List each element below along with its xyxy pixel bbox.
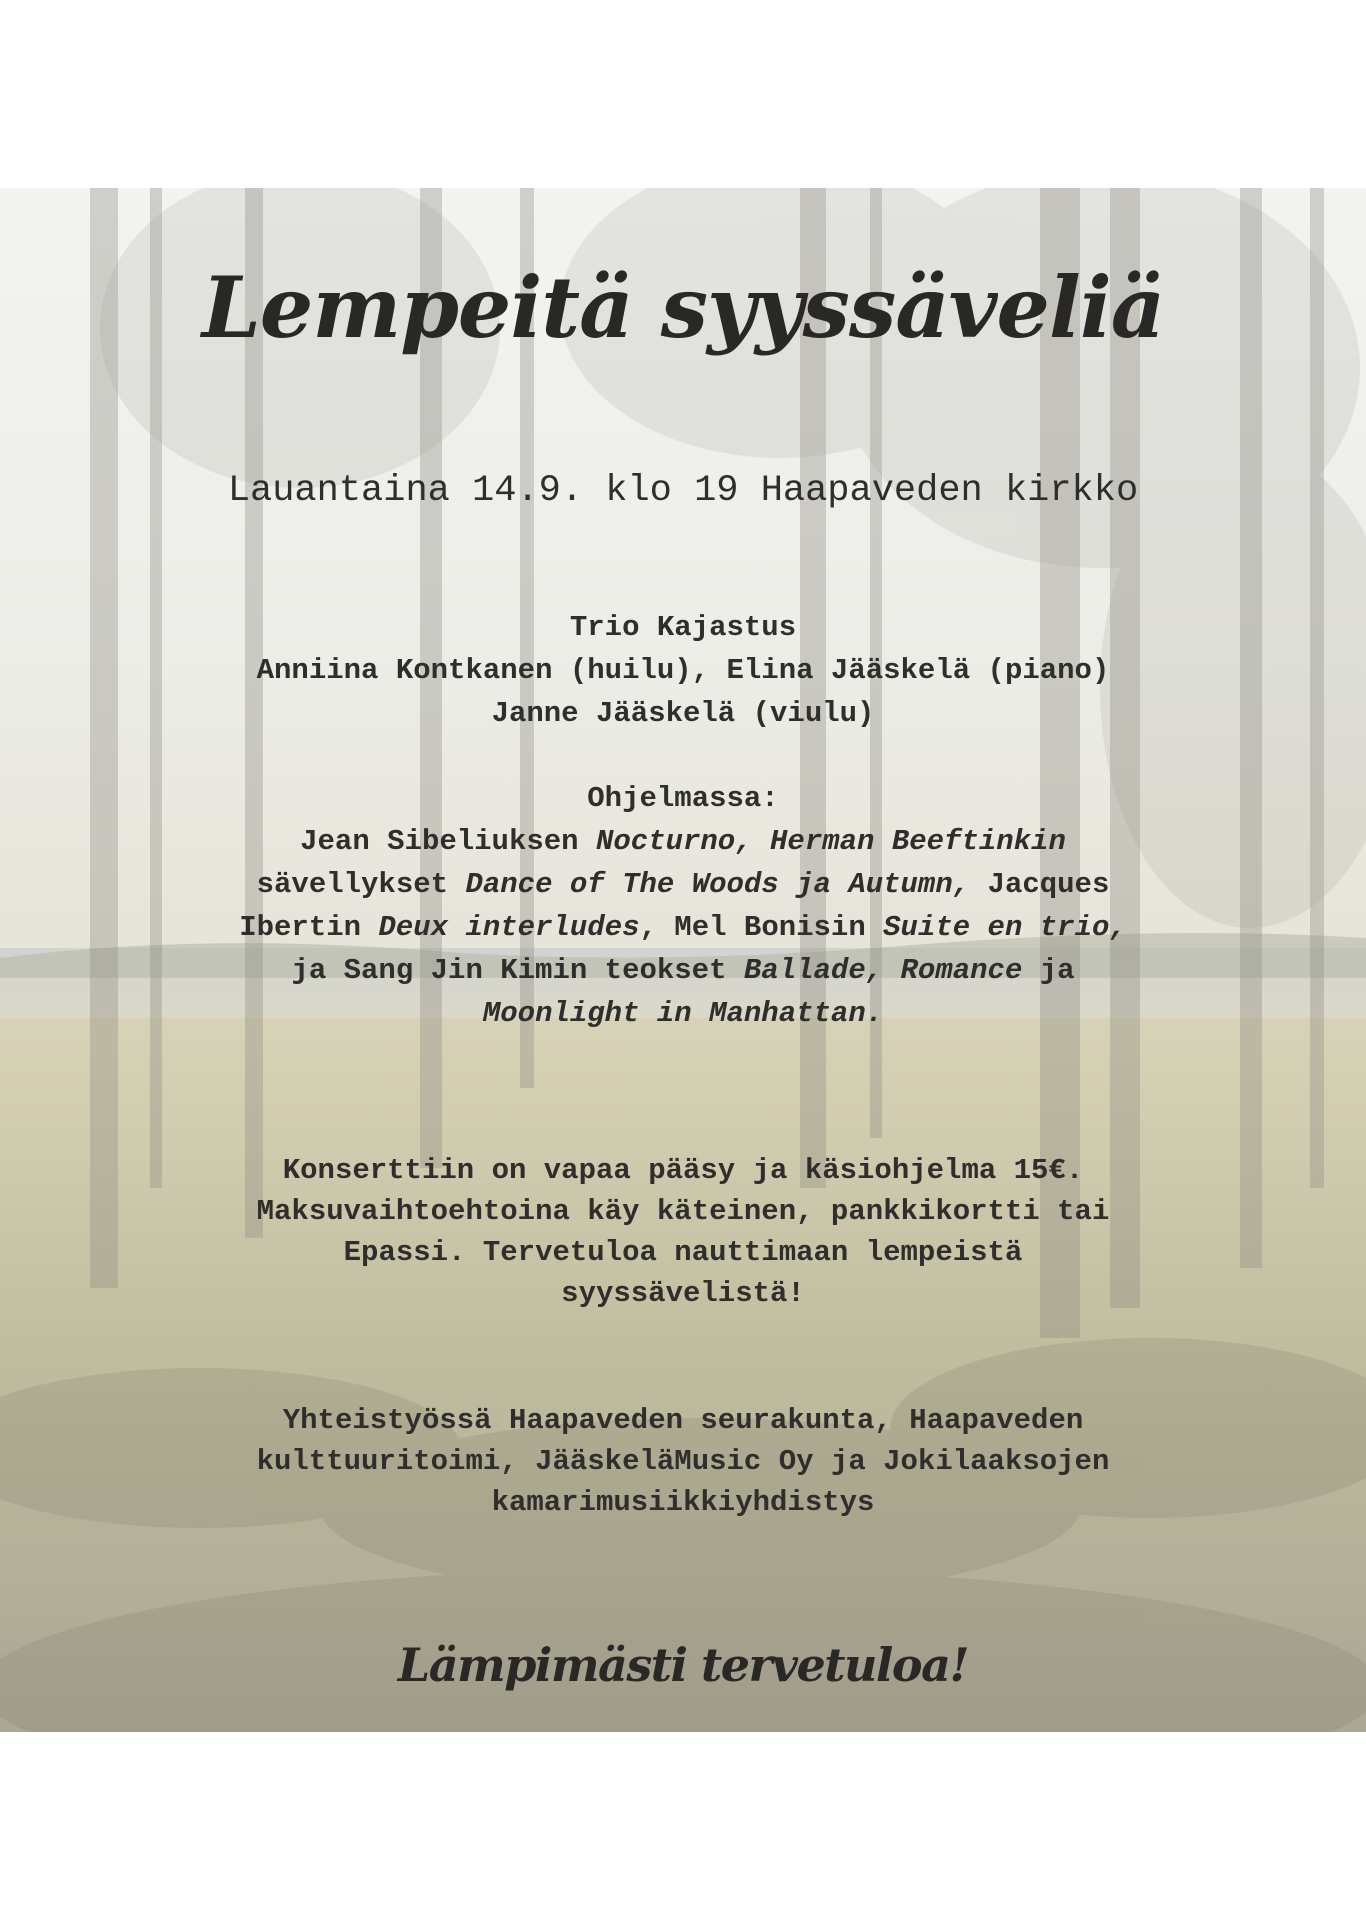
- program-line-4: ja Sang Jin Kimin teokset Ballade, Romance ja: [291, 954, 1075, 987]
- program-line-5: Moonlight in Manhattan.: [482, 997, 884, 1030]
- performers-line-2: Janne Jääskelä (viulu): [491, 697, 875, 730]
- program-block: [0, 777, 1366, 1035]
- closing-greeting: Lämpimästi tervetuloa!: [397, 1638, 969, 1692]
- info-line-3: Epassi. Tervetuloa nauttimaan lempeistä: [343, 1236, 1023, 1269]
- poster-content: [0, 188, 1366, 1732]
- info-line-4: syyssävelistä!: [561, 1277, 805, 1310]
- forest-background-poster: [0, 188, 1366, 1732]
- performers-line-1: Anniina Kontkanen (huilu), Elina Jääskelä (piano): [256, 654, 1110, 687]
- program-heading: Ohjelmassa:: [587, 782, 779, 815]
- program-line-3: Ibertin Deux interludes, Mel Bonisin Suite en trio,: [239, 911, 1127, 944]
- poster-title: Lempeitä syyssäveliä: [201, 258, 1165, 357]
- partners-line-3: kamarimusiikkiyhdistys: [491, 1486, 875, 1519]
- info-line-2: Maksuvaihtoehtoina käy käteinen, pankkikortti tai: [256, 1195, 1110, 1228]
- admission-info-block: [0, 1150, 1366, 1314]
- ensemble-name: Trio Kajastus: [569, 611, 797, 644]
- partners-line-1: Yhteistyössä Haapaveden seurakunta, Haapaveden: [282, 1404, 1084, 1437]
- partners-block: [0, 1400, 1366, 1523]
- performers-block: [0, 606, 1366, 735]
- event-date-location: Lauantaina 14.9. klo 19 Haapaveden kirkko: [227, 470, 1139, 512]
- partners-line-2: kulttuuritoimi, JääskeläMusic Oy ja Jokilaaksojen: [256, 1445, 1110, 1478]
- program-line-2: sävellykset Dance of The Woods ja Autumn, Jacques: [256, 868, 1110, 901]
- program-line-1: Jean Sibeliuksen Nocturno, Herman Beeftinkin: [300, 825, 1066, 858]
- info-line-1: Konserttiin on vapaa pääsy ja käsiohjelma 15€.: [282, 1154, 1084, 1187]
